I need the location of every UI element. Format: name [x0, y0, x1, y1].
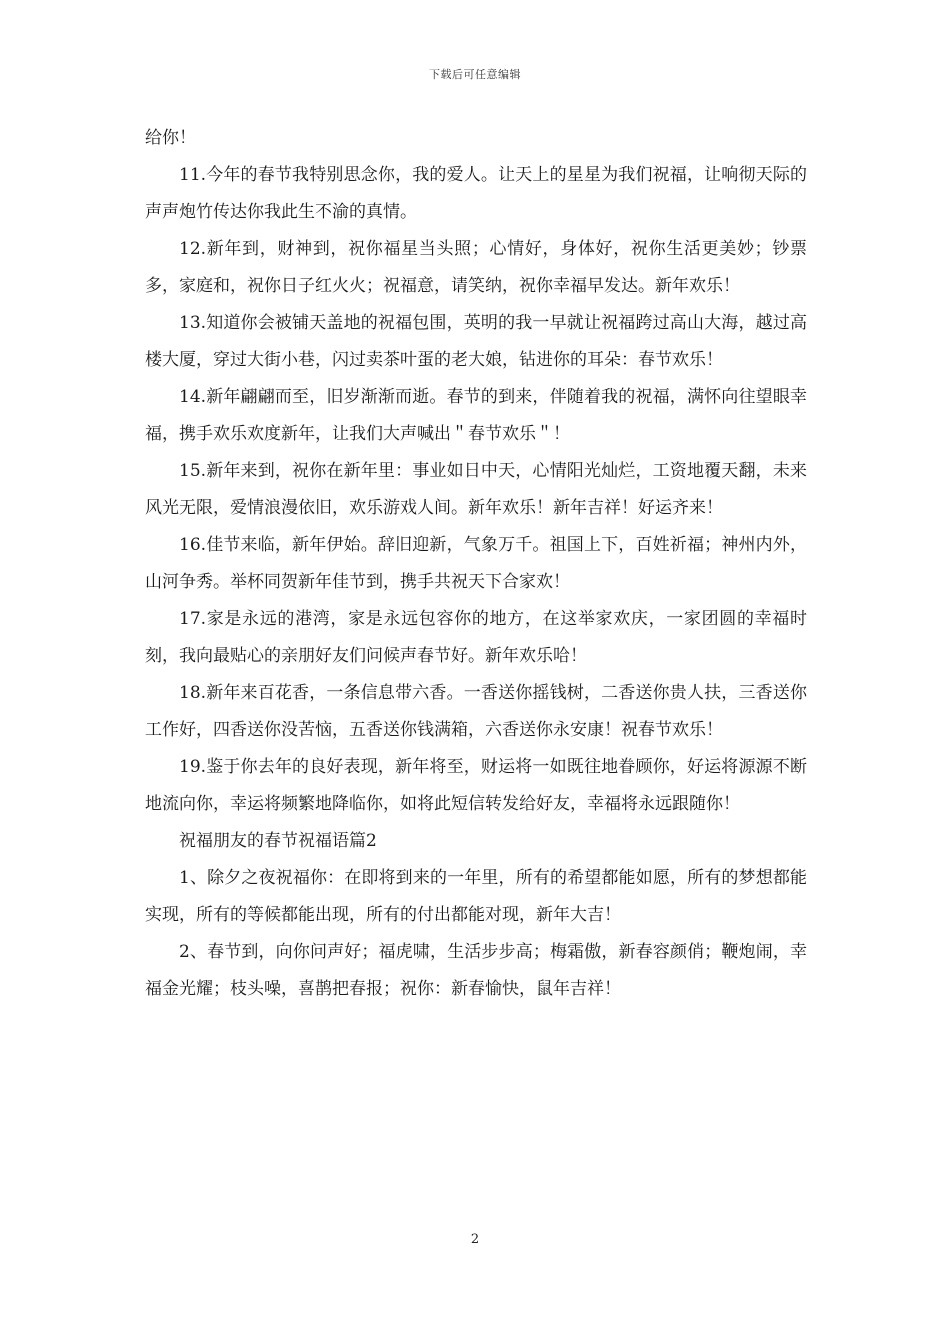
paragraph-item-16: 16.佳节来临，新年伊始。辞旧迎新，气象万千。祖国上下，百姓祈福；神州内外，山河争秀。举杯同贺新年佳节到，携手共祝天下合家欢！	[145, 535, 807, 592]
paragraph-item-12: 12.新年到，财神到，祝你福星当头照；心情好，身体好，祝你生活更美妙；钞票多，家庭和，祝你日子红火火；祝福意，请笑纳，祝你幸福早发达。新年欢乐！	[145, 239, 807, 296]
page-number: 2	[470, 1232, 480, 1247]
paragraph-item-2: 2、春节到，向你问声好；福虎啸，生活步步高；梅霜傲，新春容颜俏；鞭炮闹，幸福金光耀；枝头噪，喜鹊把春报；祝你：新春愉快，鼠年吉祥！	[145, 942, 807, 999]
paragraph-item-13: 13.知道你会被铺天盖地的祝福包围，英明的我一早就让祝福跨过高山大海，越过高楼大厦，穿过大街小巷，闪过卖茶叶蛋的老大娘，钻进你的耳朵：春节欢乐！	[145, 313, 807, 370]
paragraph-item-15: 15.新年来到，祝你在新年里：事业如日中天，心情阳光灿烂，工资地覆天翻，未来风光无限，爱情浪漫依旧，欢乐游戏人间。新年欢乐！新年吉祥！好运齐来！	[145, 461, 807, 518]
page-header: 下载后可任意编辑	[429, 68, 521, 81]
paragraph-continuation: 给你！	[145, 128, 196, 148]
paragraph-item-1: 1、除夕之夜祝福你：在即将到来的一年里，所有的希望都能如愿，所有的梦想都能实现，所有的等候都能出现，所有的付出都能对现，新年大吉！	[145, 868, 807, 925]
paragraph-item-18: 18.新年来百花香，一条信息带六香。一香送你摇钱树，二香送你贵人扶，三香送你工作好，四香送你没苦恼，五香送你钱满箱，六香送你永安康！祝春节欢乐！	[145, 683, 807, 740]
document-body	[145, 120, 807, 1008]
paragraph-item-17: 17.家是永远的港湾，家是永远包容你的地方，在这举家欢庆，一家团圆的幸福时刻，我向最贴心的亲朋好友们问候声春节好。新年欢乐哈！	[145, 609, 807, 666]
section-heading: 祝福朋友的春节祝福语篇2	[179, 831, 377, 851]
paragraph-item-14: 14.新年翩翩而至，旧岁渐渐而逝。春节的到来，伴随着我的祝福，满怀向往望眼幸福，携手欢乐欢度新年，让我们大声喊出＂春节欢乐＂！	[145, 387, 807, 444]
paragraph-item-19: 19.鉴于你去年的良好表现，新年将至，财运将一如既往地眷顾你，好运将源源不断地流向你，幸运将频繁地降临你，如将此短信转发给好友，幸福将永远跟随你！	[145, 757, 807, 814]
paragraph-item-11: 11.今年的春节我特别思念你，我的爱人。让天上的星星为我们祝福，让响彻天际的声声炮竹传达你我此生不渝的真情。	[145, 165, 807, 222]
